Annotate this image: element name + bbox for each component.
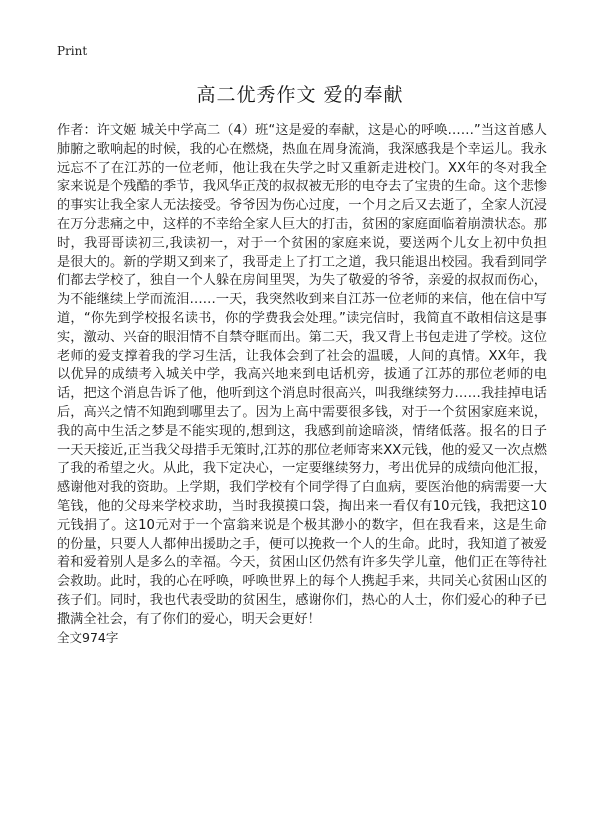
print-link[interactable]: Print: [57, 44, 88, 58]
article-title: 高二优秀作文 爱的奉献: [196, 84, 404, 106]
word-count: 全文974字: [57, 630, 119, 645]
article-body: 作者：许文姬 城关中学高二（4）班“这是爱的奉献，这是心的呼唤……”当这首感人肺腑之歌响起的时候，我的心在燃烧，热血在周身流淌，我深感我是个幸运儿。我永远忘不了在江苏的一位老师，他让我在失学之时又重新走进校门。XX年的冬对我全家来说是个残酷的季节，我风华正茂的叔叔被无形的电夺去了宝贵的生命。这个悲惨的事实让我全家人无法接受。爷爷因为伤心过度，一个月之后又去逝了，全家人沉浸在万分悲痛之中，这样的不幸给全家人巨大的打击，贫困的家庭面临着崩溃状态。那时，我哥哥读初三,我读初一，对于一个贫困的家庭来说，要送两个儿女上初中负担是很大的。新的学期又到来了，我哥走上了打工之道，我只能退出校园。我看到同学们都去学校了，独自一个人躲在房间里哭，为失了敬爱的爷爷，亲爱的叔叔而伤心，为不能继续上学而流泪……一天，我突然收到来自江苏一位老师的来信，他在信中写道，“你先到学校报名读书，你的学费我会处理。”读完信时，我简直不敢相信这是事实，激动、兴奋的眼泪情不自禁夺眶而出。第二天，我又背上书包走进了学校。这位老师的爱支撑着我的学习生活，让我体会到了社会的温暖，人间的真情。XX年，我以优异的成绩考入城关中学，我高兴地来到电话机旁，拔通了江苏的那位老师的电话，把这个消息告诉了他，他听到这个消息时很高兴，叫我继续努力……我挂掉电话后，高兴之情不知跑到哪里去了。因为上高中需要很多钱，对于一个贫困家庭来说，我的高中生活之梦是不能实现的,想到这，我感到前途暗淡，情绪低落。报名的日子一天天接近,正当我父母措手无策时,江苏的那位老师寄来XX元钱，他的爱又一次点燃了我的希望之火。从此，我下定决心，一定要继续努力，考出优异的成绩向他汇报，感谢他对我的资助。上学期，我们学校有个同学得了白血病，要医治他的病需要一大笔钱，他的父母来学校求助，当时我摸摸口袋，掏出来一看仅有10元钱，我把这10元钱捐了。这10元对于一个富翁来说是个极其渺小的数字，但在我看来，这是生命的份量，只要人人都伸出援助之手，便可以挽救一个人的生命。此时，我知道了被爱着和爱着别人是多么的幸福。今天，贫困山区仍然有许多失学儿童，他们正在等待社会救助。此时，我的心在呼唤，呼唤世界上的每个人携起手来，共同关心贫困山区的孩子们。同时，我也代表受助的贫困生，感谢你们，热心的人士，你们爱心的种子已撒满全社会，有了你们的爱心，明天会更好！: [57, 123, 547, 627]
